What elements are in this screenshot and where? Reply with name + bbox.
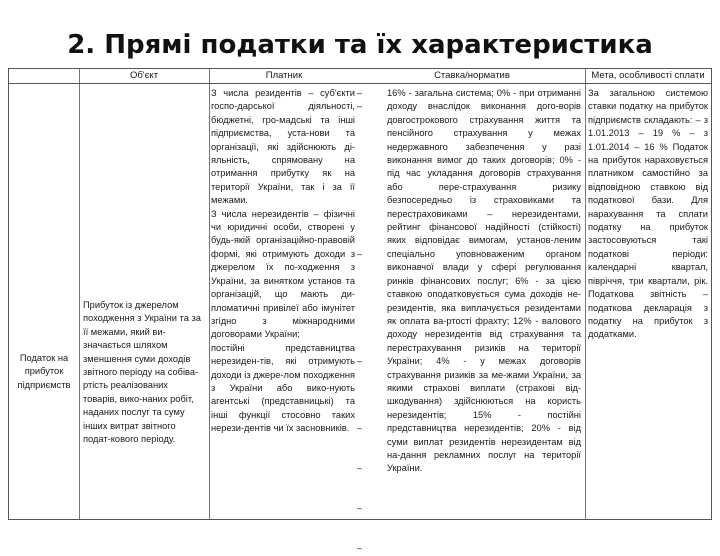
tax-name-line: Податок на bbox=[19, 353, 69, 363]
dash-marker: – bbox=[357, 543, 363, 554]
header-divider bbox=[9, 83, 711, 84]
header-object: Об'єкт bbox=[129, 70, 159, 81]
page-title: 2. Прямі податки та їх характеристика bbox=[67, 30, 653, 60]
dash-column bbox=[357, 87, 369, 556]
tax-table bbox=[8, 68, 712, 554]
dash-marker: – bbox=[357, 101, 363, 112]
rate-cell bbox=[387, 87, 583, 476]
payer-cell bbox=[209, 87, 357, 436]
purpose-text: За загальною системою ставки податку на прибуток підприємств складають: – з 1.01.2013 – 19 % – з 1.01.2014 – 16 % Податок на прибуток нараховується платником самостійно за відповідною ставкою від податкової бази. Для нарахування та сплати податку на прибуток застосовуються такі податкові періоди: календарні квартал, півріччя, три квартали, рік. Податкова звітність – податкова декларація з податку на прибуток з додатками. bbox=[588, 88, 708, 340]
tax-name-line: прибуток bbox=[24, 366, 64, 377]
header-rate: Ставка/норматив bbox=[434, 70, 510, 81]
header-payer: Платник bbox=[265, 70, 303, 81]
header-purpose: Мета, особливості сплати bbox=[591, 70, 705, 81]
dash-marker: – bbox=[357, 355, 363, 366]
dash-marker: – bbox=[357, 462, 363, 473]
tax-name-cell bbox=[9, 352, 79, 392]
object-cell bbox=[79, 299, 207, 446]
dash-marker: – bbox=[357, 422, 363, 433]
dash-marker: – bbox=[357, 248, 363, 259]
purpose-cell bbox=[585, 87, 712, 342]
column-divider bbox=[79, 69, 80, 519]
dash-marker: – bbox=[357, 503, 363, 514]
dash-marker: – bbox=[357, 88, 363, 98]
payer-residents: З числа резидентів – суб'єкти госпо-дарської діяльності, бюджетні, гро-мадські та інші підприємства, уста-нови та організації, які здійснюють ді-яльність, спрямовану на отримання прибутку як на території України, так і за її межами. bbox=[211, 88, 355, 206]
rates-text: 16% - загальна система; 0% - при отриманні доходу внаслідок виконання дого-ворів довгострокового страхування життя та пенсійного страхування у межах недержавного забезпечення у разі виконання вимог до таких договорів; 0% - під час укладання договорів страхування або пере-страхування ризику безпосередньо із страховиками та перестраховиками – нерезидентами, рейтинг фінансової надійності (стійкості) яких відповідає вимогам, установ-леним спеціально уповноваженим органом виконавчої влади у сфері регулювання ринків фінансових послуг; 6% - за цією ставкою оподатковується сума доходів не-резидентів, яка виплачується резидентами як оплата ва-ртості фрахту; 12% - валового доходу нерезидентів від страхування та перестрахування ризиків на території України; 4% - у межах договорів страхування ризиків за ме-жами України, за якими страхові виплати (страхові від-шкодування) здійснюються на користь нерезидентів; 15% - постійні представництва нерезидентів; 20% - від суми виплат резидентів нерезидентам від на-дання рекламних послуг на території України. bbox=[387, 88, 581, 474]
object-text: Прибуток із джерелом походження з України та за її межами, який ви-значається шляхом зменшення суми доходів звітного періоду на собіва-ртість реалізованих товарів, вико-наних робіт, наданих послуг та суму інших витрат звітного подат-кового періоду. bbox=[83, 300, 201, 445]
payer-nonresidents: З числа нерезидентів – фізичні чи юридичні особи, створені у будь-якій організаційно-правовій формі, які отримують доходи з джерелом їх по-ходження з України, за винятком установ та організацій, що мають ди-пломатичні привілеї або імунітет згідно з міжнародними договорами України; bbox=[211, 208, 355, 340]
payer-representations: постійні представництва нерезиден-тів, які отримують доходи із джере-лом походження з України або вико-нують агентські (представницькі) та інші функції стосовно таких нерези-дентів чи їх засновників. bbox=[211, 342, 355, 434]
tax-name-line: підприємств bbox=[17, 379, 71, 390]
